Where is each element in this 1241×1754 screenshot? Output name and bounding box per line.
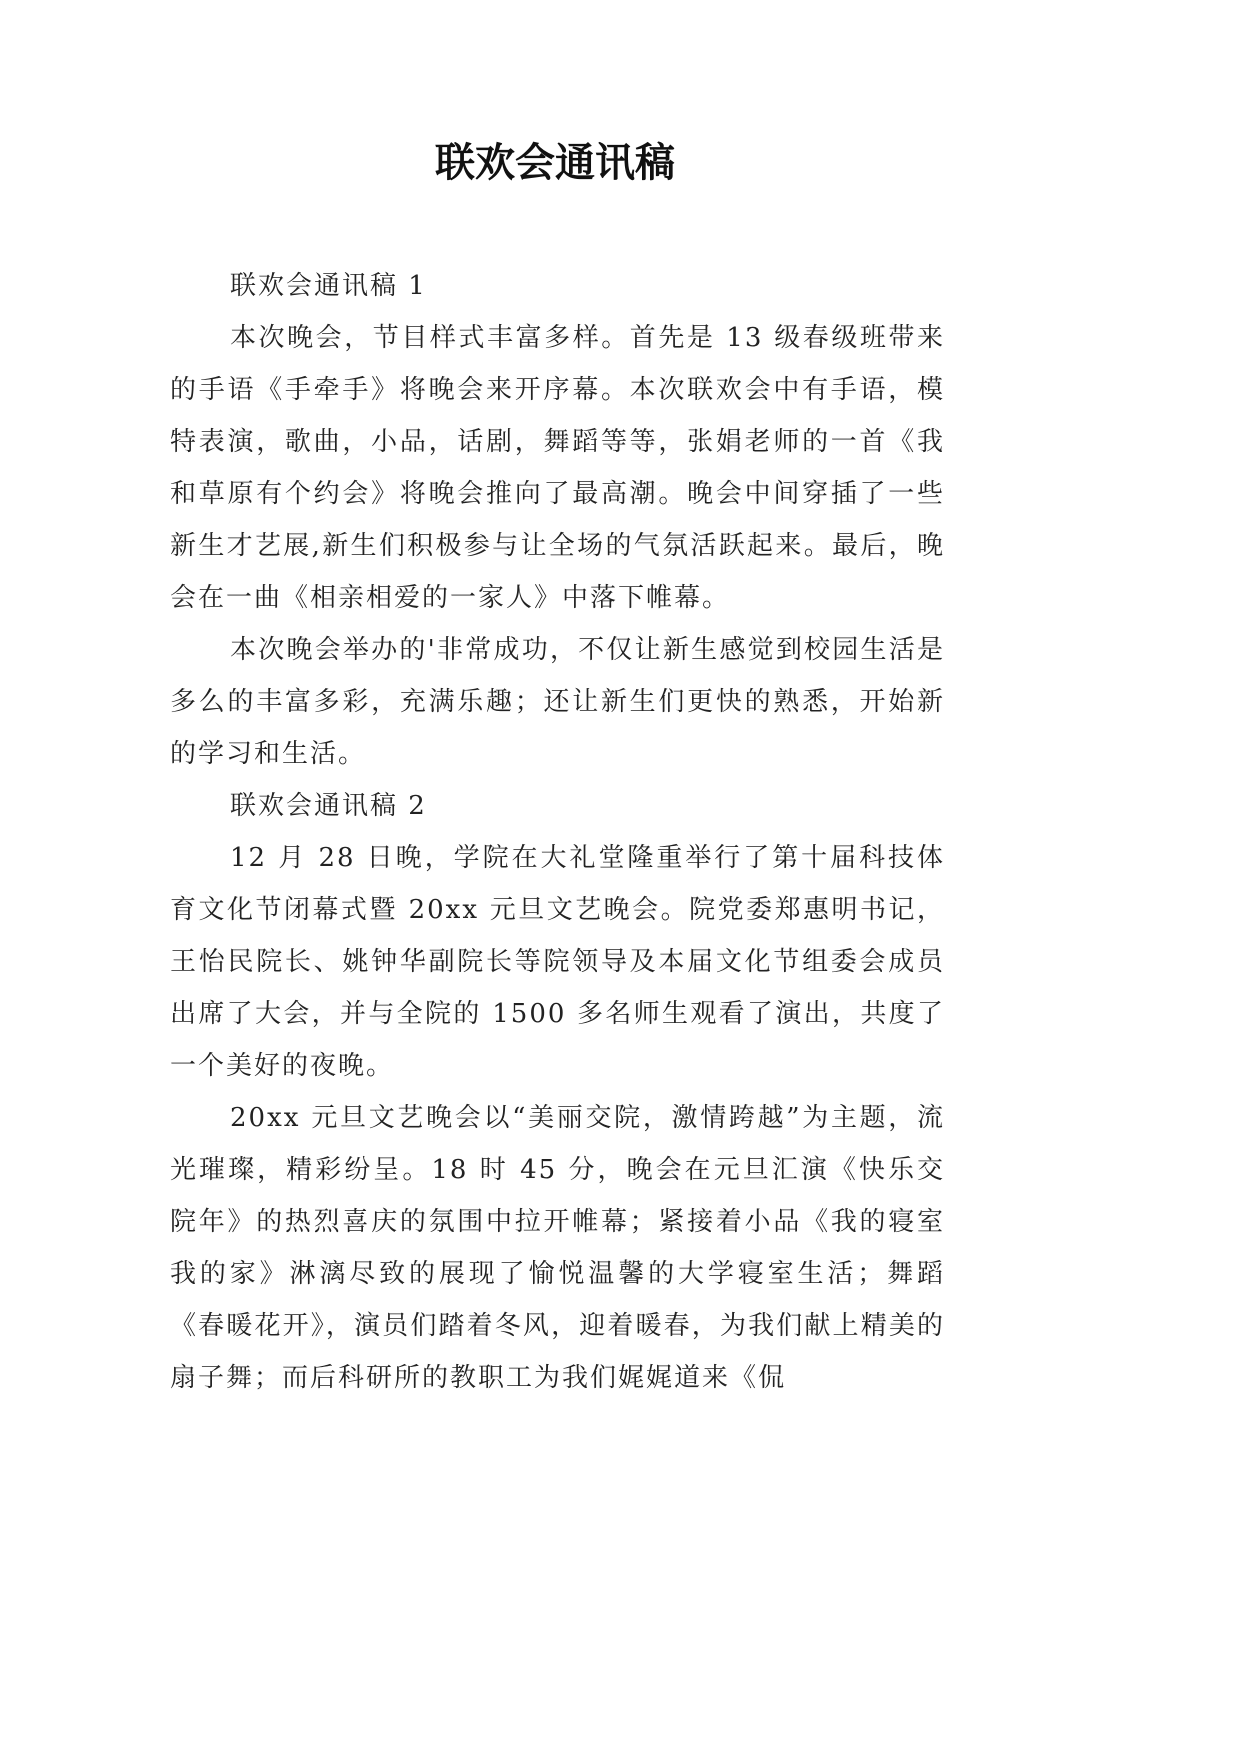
section-heading-2: 联欢会通讯稿 2 — [230, 791, 427, 821]
paragraph: 本次晚会举办的'非常成功，不仅让新生感觉到校园生活是多么的丰富多彩，充满乐趣；还让新生们更快的熟悉，开始新的学习和生活。 — [170, 635, 945, 769]
section-heading-1: 联欢会通讯稿 1 — [230, 271, 427, 301]
paragraph: 本次晚会，节目样式丰富多样。首先是 13 级春级班带来的手语《手牵手》将晚会来开序幕。本次联欢会中有手语，模特表演，歌曲，小品，话剧，舞蹈等等，张娟老师的一首《我和草原有个约会》将晚会推向了最高潮。晚会中间穿插了一些新生才艺展,新生们积极参与让全场的气氛活跃起来。最后，晚会在一曲《相亲相爱的一家人》中落下帷幕。 — [170, 323, 945, 613]
document-body — [170, 260, 945, 1404]
document-title: 联欢会通讯稿 — [435, 140, 675, 186]
paragraph: 12 月 28 日晚，学院在大礼堂隆重举行了第十届科技体育文化节闭幕式暨 20xx 元旦文艺晚会。院党委郑惠明书记，王怡民院长、姚钟华副院长等院领导及本届文化节组委会成员出席了大会，并与全院的 1500 多名师生观看了演出，共度了一个美好的夜晚。 — [170, 843, 945, 1081]
paragraph: 20xx 元旦文艺晚会以“美丽交院，激情跨越”为主题，流光璀璨，精彩纷呈。18 时 45 分，晚会在元旦汇演《快乐交院年》的热烈喜庆的氛围中拉开帷幕；紧接着小品《我的寝室我的家》淋漓尽致的展现了愉悦温馨的大学寝室生活；舞蹈《春暖花开》，演员们踏着冬风，迎着暖春，为我们献上精美的扇子舞；而后科研所的教职工为我们娓娓道来《侃 — [170, 1103, 945, 1393]
